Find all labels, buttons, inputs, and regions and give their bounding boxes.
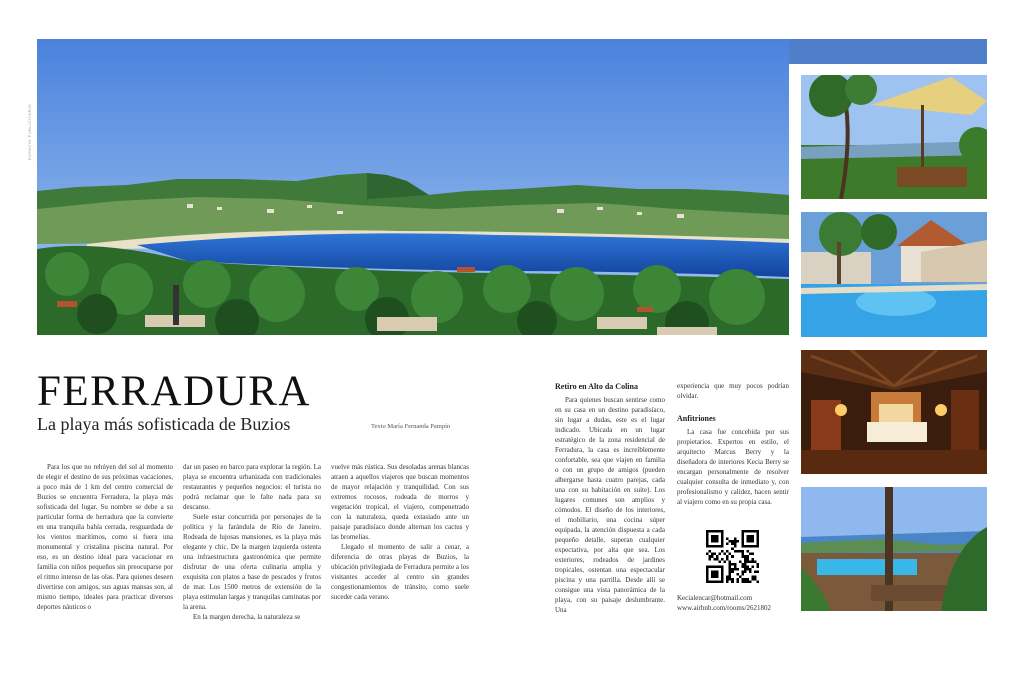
- paragraph: Suele estar concurrida por personajes de la política y la farándula de Río de Janeiro. Rodeada de lujosas mansiones, es la playa más elegante y chic. De la margen izquierda ostenta una infraestructura gastronómica que permite disfrutar de una oferta culinaria amplia y exquisita con platos a base de pescados y frutos de mar. Los 1500 metros de extensión de la playa estimulan largas y tranquilas caminatas por la arena.: [183, 513, 321, 611]
- body-column-1: [37, 462, 173, 612]
- side-label: ESPACIO PUBLICITARIO: [27, 103, 32, 160]
- section-title-retiro-wrap: [555, 381, 665, 395]
- thumb-garden-umbrella: [801, 75, 987, 199]
- thumb-pool-view: [801, 487, 987, 611]
- paragraph: La casa fue concebida por sus propietarios. Expertos en estilo, el arquitecto Marcus Berry y la diseñadora de interiores Kecia Berry se encargan personalmente de resolver cualquier consulta de inmediato y, con profesionalismo y calidez, hacen sentir al viajero como en su propia casa.: [677, 428, 789, 506]
- panorama-photo: [37, 39, 789, 335]
- paragraph: Llegado el momento de salir a cenar, a diferencia de otras playas de Buzios, la ubicación privilegiada de Ferradura permite a los visitantes acceder al centro sin grandes congestionamientos de tránsito, como suele suceder cada verano.: [331, 543, 469, 601]
- contact-email[interactable]: Kecialencar@hotmail.com: [677, 594, 753, 602]
- article-title: FERRADURA: [37, 368, 311, 415]
- article-byline: Texto María Fernanda Pampín: [371, 423, 451, 430]
- paragraph: experiencia que muy pocos podrían olvidar.: [677, 382, 789, 400]
- section-title-anfitriones: Anfitriones: [677, 414, 716, 423]
- accent-strip: [789, 39, 987, 64]
- body-column-3: [331, 462, 469, 602]
- paragraph: Para quienes buscan sentirse como en su casa en un destino paradisíaco, sin lugar a dudas, este es el lugar indicado. Ubicada en un lugar estratégico de la zona residencial de Ferradura, la casa es increíblemente confortable, sea que viajen en familia o con un grupo de amigos (pueden albergarse hasta cuatro parejas, cada una con su habitación en suite). Los lugares comunes son amplios y cómodos. El diseño de los interiores, el mobiliario, una cocina súper equipada, la atención dispuesta a cada pequeño detalle, superan cualquier expectativa, por alta que sea. Los exteriores, rodeados de jardines tropicales, ostentan una espectacular piscina y una parrilla. Desde allí se consigue una vista panorámica de la playa, con su paisaje deslumbrante. Una: [555, 396, 665, 614]
- qr-code-icon: [706, 530, 759, 583]
- body-column-2: [183, 462, 321, 622]
- paragraph: En la margen derecha, la naturaleza se: [193, 613, 301, 621]
- body-column-4: [555, 395, 665, 615]
- article-subtitle: La playa más sofisticada de Buzios: [37, 414, 291, 434]
- section-title-retiro: Retiro en Alto da Colina: [555, 382, 638, 391]
- contact-block: [677, 593, 792, 613]
- contact-url[interactable]: www.airbnb.com/rooms/2621802: [677, 604, 772, 612]
- body-column-5: [677, 381, 789, 507]
- thumb-villa-pool: [801, 212, 987, 337]
- paragraph: dar un paseo en barco para explorar la región. La playa se encuentra urbanizada con tradicionales restaurantes y pequeños negocios: el turista no podrá reclamar que le falte nada para su descanso.: [183, 463, 321, 511]
- thumb-bedroom: [801, 350, 987, 474]
- paragraph: Para los que no rehúyen del sol al momento de elegir el destino de sus próximas vacaciones, a poco más de 1 km del centro comercial de Buzios se encuentra Ferradura, la playa más sofisticada del lugar. Su nombre se debe a su particular forma de herradura que la convierte en una tranquila bahía cerrada, resguardada de los vientos marítimos, como si fuera una monumental y cristalina piscina natural. Por eso, es un destino ideal para vacacionar en familia con niños pequeños sin preocuparse por el ritmo intenso de las olas. Para quienes deseen divertirse con amigos, sus aguas mansas son, al mismo tiempo, ideales para practicar diversos deportes náuticos o: [37, 463, 173, 611]
- paragraph: vuelve más rústica. Sus desoladas arenas blancas atraen a aquellos viajeros que buscan momentos de mayor relajación y tranquilidad. Con sus extremos rocosos, rodeada de morros y vegetación tropical, el viajero, compenetrado con la naturaleza, queda extasiado ante un paisaje paradisíaco donde alternan los cactus y las bromelias.: [331, 463, 469, 541]
